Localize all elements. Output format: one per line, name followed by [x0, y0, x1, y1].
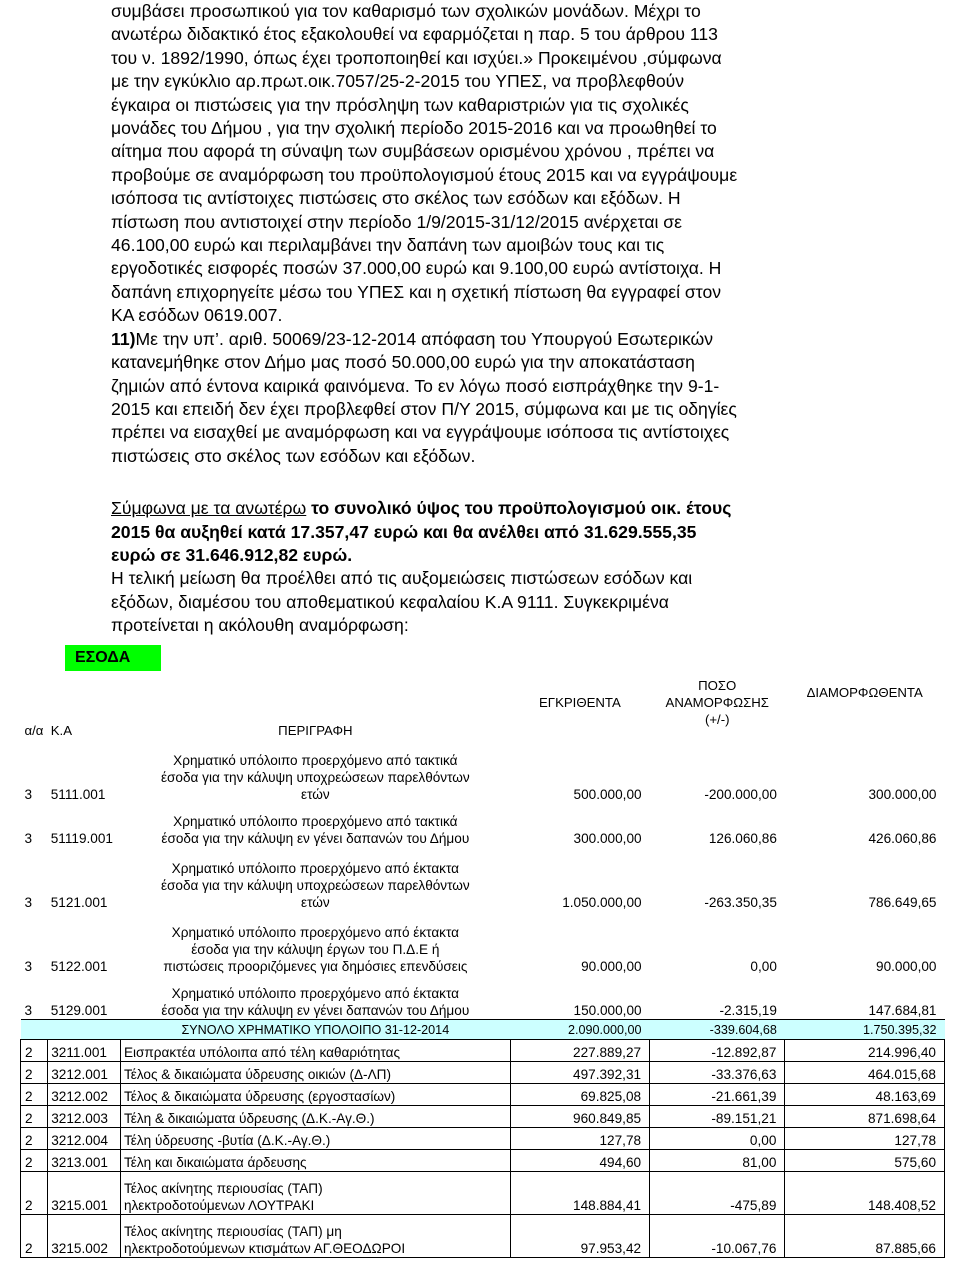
- description-line: ετών: [301, 787, 330, 802]
- header-amount-line: (+/-): [704, 712, 730, 727]
- row-ka: 3211.001: [48, 1040, 121, 1062]
- description-line: Τέλη και δικαιώματα άρδευσης: [123, 1155, 307, 1170]
- description-line: Τέλη & δικαιώματα ύδρευσης (Δ.Κ.-Αγ.Θ.): [123, 1111, 375, 1126]
- row-final: 464.015,68: [785, 1062, 945, 1084]
- text-line: 2015 και επειδή δεν έχει προβλεφθεί στον Π/Υ 2015, σύμφωνα και με τις οδηγίες: [111, 398, 737, 419]
- row-description: [120, 803, 510, 847]
- row-aa: 3: [24, 787, 33, 802]
- row-amount: 0,00: [750, 959, 777, 974]
- row-ka: 3212.002: [48, 1084, 121, 1106]
- text-span: Με την υπ’. αριθ. 50069/23-12-2014 απόφαση του Υπουργού Εσωτερικών: [135, 328, 713, 349]
- row-final: 575,60: [785, 1150, 945, 1172]
- row-ka: 5122.001: [50, 959, 108, 974]
- table-row: [21, 739, 945, 803]
- table-row: [21, 975, 945, 1020]
- description-line: Τέλος ακίνητης περιουσίας (ΤΑΠ) μη: [123, 1224, 342, 1239]
- description-line: ετών: [301, 895, 330, 910]
- row-approved: 127,78: [510, 1128, 649, 1150]
- row-final: 786.649,65: [868, 895, 937, 910]
- row-aa: 3: [24, 831, 33, 846]
- row-final: 300.000,00: [868, 787, 937, 802]
- row-approved: 150.000,00: [573, 1003, 642, 1018]
- header-ka: Κ.Α: [50, 723, 73, 738]
- row-amount: -2.315,19: [719, 1003, 777, 1018]
- text-line: του ν. 1892/1990, όπως έχει τροποποιηθεί και ισχύει.» Προκειμένου ,σύμφωνα: [111, 47, 722, 68]
- row-approved: 494,60: [510, 1150, 649, 1172]
- description-line: Χρηματικό υπόλοιπο προερχόμενο από έκτακτα: [171, 925, 460, 940]
- table-header-row: [21, 666, 945, 739]
- total-approved: 2.090.000,00: [510, 1020, 649, 1040]
- text-line: με την εγκύκλιο αρ.πρωτ.οικ.7057/25-2-2015 του ΥΠΕΣ, να προβλεφθούν: [111, 71, 685, 92]
- header-approved: ΕΓΚΡΙΘΕΝΤΑ: [539, 695, 621, 710]
- bold-text: το συνολικό ύψος του προϋπολογισμού οικ. έτους: [306, 498, 732, 519]
- row-ka: 51119.001: [50, 831, 113, 846]
- description-line: έσοδα για την κάλυψη υποχρεώσεων παρελθόντων: [160, 878, 470, 893]
- row-description: [120, 739, 510, 803]
- underlined-text: Σύμφωνα με τα ανωτέρω: [111, 498, 307, 519]
- text-line: πιστώσεις στο σκέλος των εσόδων και εξόδων.: [111, 445, 476, 466]
- row-amount: -33.376,63: [650, 1062, 785, 1084]
- table-row: [21, 1172, 945, 1215]
- row-aa: 2: [21, 1150, 48, 1172]
- body-text: [111, 0, 850, 638]
- header-final: ΔΙΑΜΟΡΦΩΘΕΝΤΑ: [806, 685, 923, 700]
- row-aa: 2: [21, 1128, 48, 1150]
- row-final: 148.408,52: [785, 1172, 945, 1215]
- row-approved: 97.953,42: [510, 1215, 649, 1258]
- table-row: [21, 1062, 945, 1084]
- text-line: Η τελική μείωση θα προέλθει από τις αυξομειώσεις πιστώσεων εσόδων και: [111, 568, 693, 589]
- text-line: ζημιών από έντονα καιρικά φαινόμενα. Το εν λόγω ποσό εισπράχθηκε την 9-1-: [111, 375, 720, 396]
- header-amount: [650, 666, 785, 739]
- row-aa: 2: [21, 1062, 48, 1084]
- row-ka: 3212.004: [48, 1128, 121, 1150]
- row-description: [120, 1106, 510, 1128]
- description-line: Τέλος & δικαιώματα ύδρευσης οικιών (Δ-ΛΠ): [123, 1067, 392, 1082]
- row-amount: -10.067,76: [650, 1215, 785, 1258]
- table-row: [21, 803, 945, 847]
- text-line: πίστωση που αντιστοιχεί στην περίοδο 1/9/2015-31/12/2015 ανέρχεται σε: [111, 211, 682, 232]
- total-ka: [48, 1020, 121, 1040]
- row-amount: -21.661,39: [650, 1084, 785, 1106]
- row-final: 48.163,69: [785, 1084, 945, 1106]
- table-row: [21, 1040, 945, 1062]
- item-number: 11): [111, 328, 136, 349]
- header-description: ΠΕΡΙΓΡΑΦΗ: [278, 723, 353, 738]
- table-row: [21, 1128, 945, 1150]
- row-final: 87.885,66: [785, 1215, 945, 1258]
- description-line: Χρηματικό υπόλοιπο προερχόμενο από τακτικά: [173, 814, 458, 829]
- row-ka: 5111.001: [50, 787, 106, 802]
- row-ka: 3215.001: [48, 1172, 121, 1215]
- row-aa: 2: [21, 1172, 48, 1215]
- text-line: μονάδες του Δήμου , για την σχολική περίοδο 2015-2016 και να προωθηθεί το: [111, 118, 717, 139]
- header-amount-line: ΠΟΣΟ: [698, 678, 737, 693]
- row-description: [120, 1084, 510, 1106]
- row-ka: 5129.001: [50, 1003, 108, 1018]
- description-line: Χρηματικό υπόλοιπο προερχόμενο από τακτικά: [173, 753, 458, 768]
- description-line: έσοδα για την κάλυψη εν γένει δαπανών του Δήμου: [161, 831, 470, 846]
- text-line: προβούμε σε αναμόρφωση του προϋπολογισμού έτους 2015 και να εγγράψουμε: [111, 164, 738, 185]
- row-aa: 2: [21, 1106, 48, 1128]
- header-aa: α/α: [24, 723, 44, 738]
- text-line: αίτημα που αφορά τη σύναψη των συμβάσεων ορισμένου χρόνου , πρέπει να: [111, 141, 715, 162]
- description-line: Τέλη ύδρευσης -βυτία (Δ.Κ.-Αγ.Θ.): [123, 1133, 331, 1148]
- row-aa: 2: [21, 1040, 48, 1062]
- row-ka: 3212.003: [48, 1106, 121, 1128]
- row-description: [120, 1128, 510, 1150]
- row-description: [120, 975, 510, 1020]
- table-row: [21, 911, 945, 975]
- text-line: κατανεμήθηκε στον Δήμο μας ποσό 50.000,00 ευρώ για την αποκατάσταση: [111, 352, 695, 373]
- description-line: ηλεκτροδοτούμενων κτισμάτων ΑΓ.ΘΕΟΔΩΡΟΙ: [123, 1241, 406, 1256]
- row-approved: 1.050.000,00: [562, 895, 642, 910]
- total-row: [21, 1020, 945, 1040]
- row-approved: 227.889,27: [510, 1040, 649, 1062]
- row-description: [120, 1172, 510, 1215]
- row-ka: 3215.002: [48, 1215, 121, 1258]
- text-line: ΚΑ εσόδων 0619.007.: [111, 305, 283, 326]
- row-ka: 3212.001: [48, 1062, 121, 1084]
- text-line: εργοδοτικές εισφορές ποσών 37.000,00 ευρώ και 9.100,00 ευρώ αντίστοιχα. Η: [111, 258, 722, 279]
- description-line: Τέλος & δικαιώματα ύδρευσης (εργοστασίων): [123, 1089, 396, 1104]
- total-final: 1.750.395,32: [785, 1020, 945, 1040]
- row-amount: 0,00: [650, 1128, 785, 1150]
- budget-table: [20, 666, 945, 1258]
- row-approved: 69.825,08: [510, 1084, 649, 1106]
- row-amount: -89.151,21: [650, 1106, 785, 1128]
- row-final: 871.698,64: [785, 1106, 945, 1128]
- row-description: [120, 1215, 510, 1258]
- description-line: έσοδα για την κάλυψη υποχρεώσεων παρελθόντων: [160, 770, 470, 785]
- row-final: 147.684,81: [868, 1003, 937, 1018]
- description-line: Εισπρακτέα υπόλοιπα από τέλη καθαριότητας: [123, 1045, 401, 1060]
- row-description: [120, 911, 510, 975]
- text-line: 46.100,00 ευρώ και περιλαμβάνει την δαπάνη των αμοιβών τους και τις: [111, 235, 665, 256]
- description-line: Τέλος ακίνητης περιουσίας (ΤΑΠ): [123, 1181, 323, 1196]
- row-amount: -200.000,00: [704, 787, 777, 802]
- row-description: [120, 1062, 510, 1084]
- table-row: [21, 1215, 945, 1258]
- row-description: [120, 1040, 510, 1062]
- total-label: ΣΥΝΟΛΟ ΧΡΗΜΑΤΙΚΟ ΥΠΟΛΟΙΠΟ 31-12-2014: [120, 1020, 510, 1040]
- table-row: [21, 1150, 945, 1172]
- row-amount: -475,89: [650, 1172, 785, 1215]
- row-approved: 960.849,85: [510, 1106, 649, 1128]
- text-line: [111, 328, 850, 351]
- description-line: πιστώσεις προοριζόμενες για δημόσιες επενδύσεις: [163, 959, 468, 974]
- total-amount: -339.604,68: [650, 1020, 785, 1040]
- description-line: Χρηματικό υπόλοιπο προερχόμενο από έκτακτα: [171, 861, 460, 876]
- table-row: [21, 1084, 945, 1106]
- row-approved: 148.884,41: [510, 1172, 649, 1215]
- text-line: προτείνεται η ακόλουθη αναμόρφωση:: [111, 615, 409, 636]
- row-amount: -263.350,35: [704, 895, 777, 910]
- description-line: έσοδα για την κάλυψη εν γένει δαπανών του Δήμου: [161, 1003, 470, 1018]
- row-aa: 3: [24, 1003, 33, 1018]
- total-aa: [21, 1020, 48, 1040]
- text-line: έγκαιρα οι πιστώσεις για την πρόσληψη των καθαριστριών για τις σχολικές: [111, 94, 689, 115]
- text-line: ισόποσα τις αντίστοιχες πιστώσεις στο σκέλος των εσόδων και εξόδων. Η: [111, 188, 681, 209]
- row-aa: 2: [21, 1215, 48, 1258]
- row-aa: 3: [24, 959, 33, 974]
- row-approved: 90.000,00: [581, 959, 642, 974]
- row-approved: 300.000,00: [573, 831, 642, 846]
- row-description: [120, 847, 510, 911]
- row-approved: 500.000,00: [573, 787, 642, 802]
- header-amount-line: ΑΝΑΜΟΡΦΩΣΗΣ: [665, 695, 769, 710]
- row-amount: 126.060,86: [708, 831, 777, 846]
- description-line: έσοδα για την κάλυψη έργων του Π.Δ.Ε ή: [191, 942, 440, 957]
- row-amount: -12.892,87: [650, 1040, 785, 1062]
- text-line: συμβάσει προσωπικού για τον καθαρισμό των σχολικών μονάδων. Μέχρι το: [111, 1, 701, 21]
- text-line: ανωτέρω διδακτικό έτος εξακολουθεί να εφαρμόζεται η παρ. 5 του άρθρου 113: [111, 24, 718, 45]
- row-final: 426.060,86: [868, 831, 937, 846]
- row-ka: 3213.001: [48, 1150, 121, 1172]
- row-aa: 2: [21, 1084, 48, 1106]
- text-line: δαπάνη επιχορηγείτε μέσω του ΥΠΕΣ και η σχετική πίστωση θα εγγραφεί στον: [111, 281, 722, 302]
- table-row: [21, 1106, 945, 1128]
- text-line: πρέπει να εισαχθεί με αναμόρφωση και να εγγράψουμε ισόποσα τις αντίστοιχες: [111, 422, 730, 443]
- row-approved: 497.392,31: [510, 1062, 649, 1084]
- row-ka: 5121.001: [50, 895, 108, 910]
- revenue-section-label: ΕΣΟΔΑ: [65, 645, 161, 671]
- row-description: [120, 1150, 510, 1172]
- row-final: 214.996,40: [785, 1040, 945, 1062]
- row-aa: 3: [24, 895, 33, 910]
- row-amount: 81,00: [650, 1150, 785, 1172]
- row-final: 90.000,00: [876, 959, 937, 974]
- text-line: εξόδων, διαμέσου του αποθεματικού κεφαλαίου Κ.Α 9111. Συγκεκριμένα: [111, 591, 669, 612]
- row-final: 127,78: [785, 1128, 945, 1150]
- description-line: ηλεκτροδοτούμενων ΛΟΥΤΡΑΚΙ: [123, 1198, 315, 1213]
- description-line: Χρηματικό υπόλοιπο προερχόμενο από έκτακτα: [171, 986, 460, 1001]
- text-line: [111, 497, 850, 520]
- table-row: [21, 847, 945, 911]
- text-line: ευρώ σε 31.646.912,82 ευρώ.: [111, 544, 353, 565]
- text-line: 2015 θα αυξηθεί κατά 17.357,47 ευρώ και θα ανέλθει από 31.629.555,35: [111, 521, 697, 542]
